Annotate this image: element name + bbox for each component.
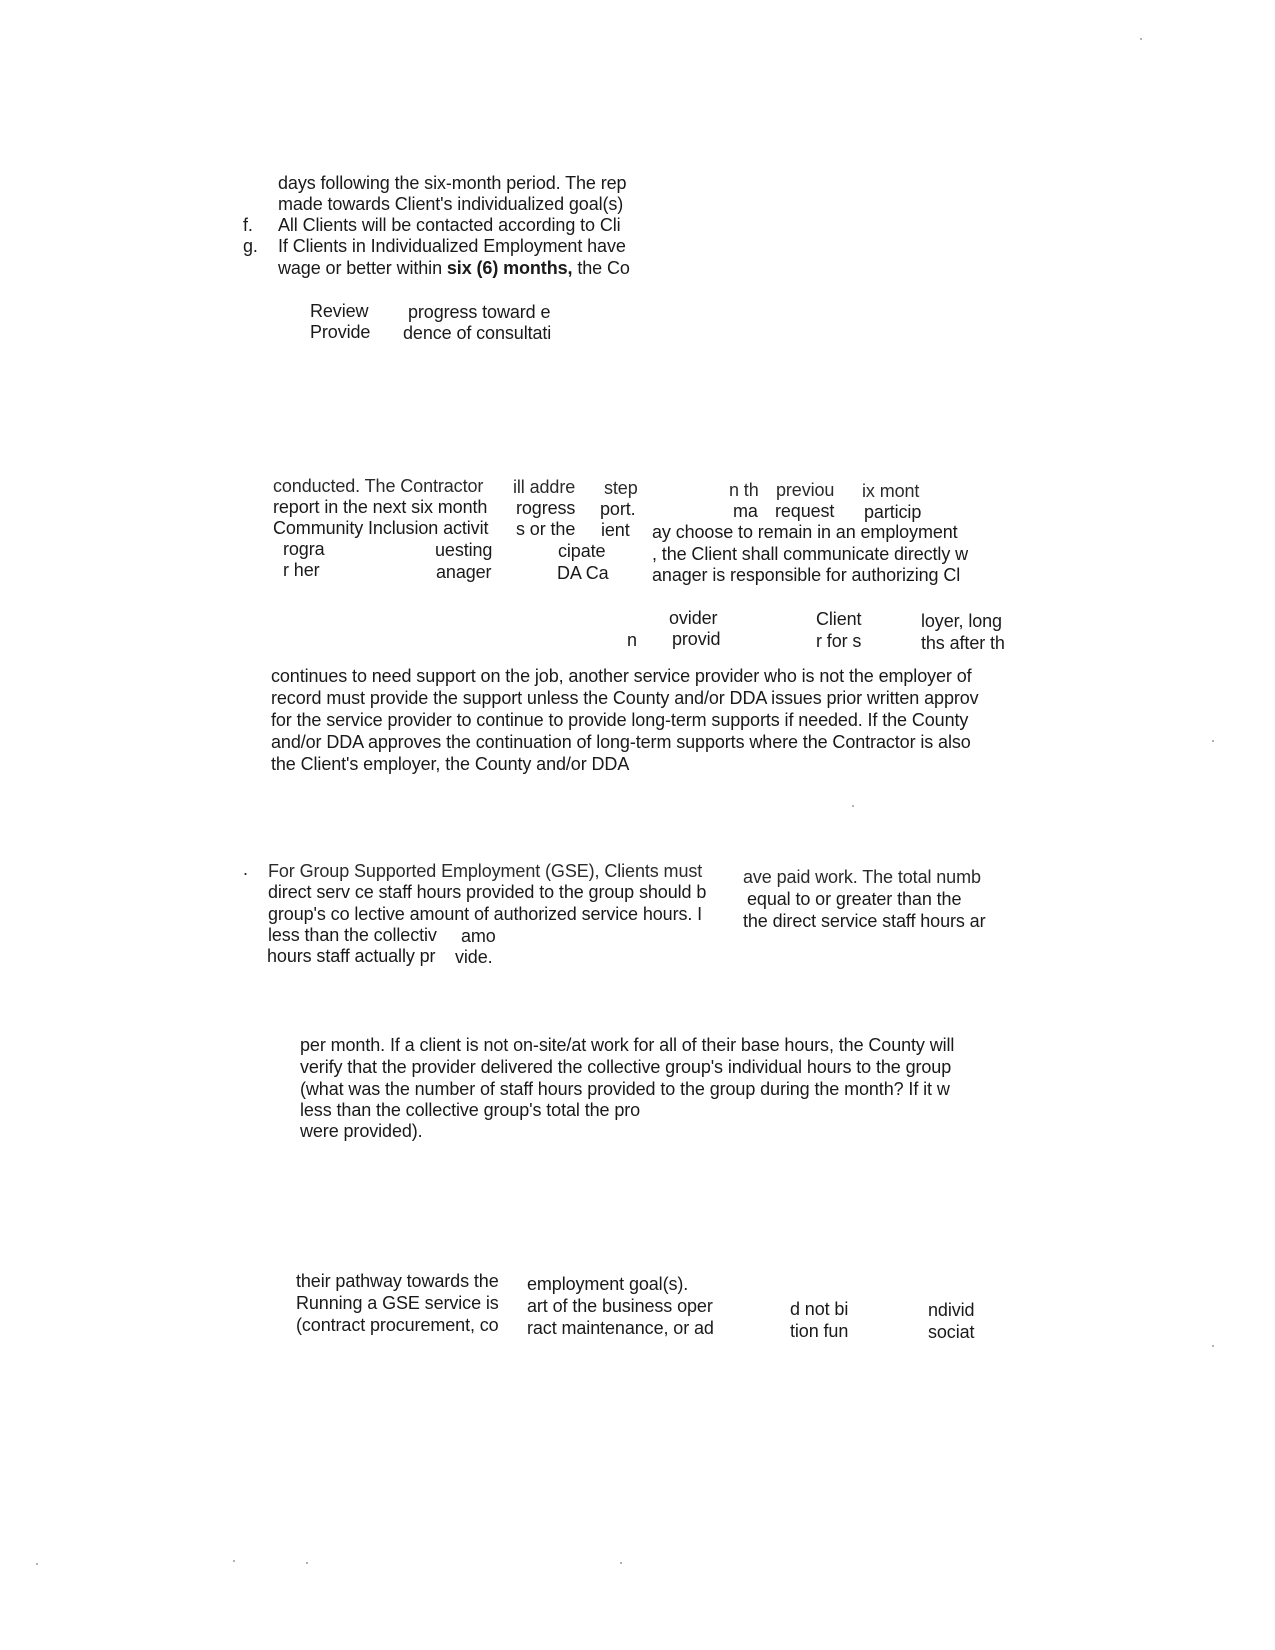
text-fragment: previou [776, 480, 835, 500]
scan-speck [1212, 740, 1214, 742]
text-fragment: hours staff actually pr [267, 946, 436, 966]
text-fragment: dence of consultati [403, 323, 552, 343]
text-fragment: (contract procurement, co [296, 1315, 499, 1335]
text-fragment: r for s [816, 631, 862, 651]
text-fragment: d not bi [790, 1299, 849, 1319]
text-fragment: report in the next six month [273, 497, 488, 517]
text-fragment: loyer, long [921, 611, 1002, 631]
text-fragment: ave paid work. The total numb [743, 867, 981, 887]
text-fragment: ix mont [862, 481, 920, 501]
text-fragment: vide. [455, 947, 493, 967]
text-fragment: r her [283, 560, 320, 580]
text-line: for the service provider to continue to provide long-term supports if needed. If the County [271, 710, 969, 730]
scan-speck [36, 1563, 38, 1565]
text-fragment: wage or better within [278, 258, 447, 278]
text-fragment: Community Inclusion activit [273, 518, 489, 538]
text-fragment: Review [310, 301, 369, 321]
text-fragment: s or the [516, 519, 576, 539]
scan-speck [1140, 38, 1142, 40]
text-fragment: Running a GSE service is [296, 1293, 499, 1313]
text-fragment: ovider [669, 608, 718, 628]
scan-speck [620, 1562, 622, 1564]
text-fragment: port. [600, 499, 636, 519]
text-fragment: ill addre [513, 477, 576, 497]
text-fragment: group's co lective amount of authorized service hours. I [268, 904, 703, 924]
list-marker: g. [243, 236, 258, 256]
list-item-text: All Clients will be contacted according to Cli [278, 215, 621, 235]
text-fragment: For Group Supported Employment (GSE), Clients must [268, 861, 703, 881]
text-fragment: DA Ca [557, 563, 609, 583]
text-line: (what was the number of staff hours provided to the group during the month? If it w [300, 1079, 950, 1099]
text-line: record must provide the support unless the County and/or DDA issues prior written approv [271, 688, 979, 708]
text-line: days following the six-month period. The rep [278, 173, 627, 193]
text-fragment: ay choose to remain in an employment [652, 522, 958, 542]
text-fragment: art of the business oper [527, 1296, 713, 1316]
text-fragment: ma [733, 501, 758, 521]
text-line: were provided). [300, 1121, 423, 1141]
text-fragment: step [604, 478, 638, 498]
text-fragment: conducted. The Contractor [273, 476, 484, 496]
scan-speck [1212, 1345, 1214, 1347]
list-item-text: If Clients in Individualized Employment have [278, 236, 626, 256]
text-fragment: n th [729, 480, 759, 500]
text-fragment: ndivid [928, 1300, 975, 1320]
text-line: continues to need support on the job, another service provider who is not the employer of [271, 666, 972, 686]
list-marker: f. [243, 215, 253, 235]
text-fragment: provid [672, 629, 721, 649]
text-fragment: Provide [310, 322, 371, 342]
text-fragment: tion fun [790, 1321, 849, 1341]
text-fragment: progress toward e [408, 302, 551, 322]
text-fragment: their pathway towards the [296, 1271, 499, 1291]
text-line: verify that the provider delivered the collective group's individual hours to the group [300, 1057, 952, 1077]
text-fragment: anager is responsible for authorizing Cl [652, 565, 961, 585]
text-fragment: ract maintenance, or ad [527, 1318, 714, 1338]
scan-speck [852, 805, 854, 807]
text-fragment: equal to or greater than the [747, 889, 962, 909]
text-fragment: , the Client shall communicate directly w [652, 544, 969, 564]
scan-speck [306, 1562, 308, 1564]
text-line: and/or DDA approves the continuation of long-term supports where the Contractor is also [271, 732, 971, 752]
text-fragment: sociat [928, 1322, 975, 1342]
text-fragment: amo [461, 926, 496, 946]
text-fragment: particip [864, 502, 922, 522]
text-line: per month. If a client is not on-site/at work for all of their base hours, the County will [300, 1035, 955, 1055]
text-fragment: the Co [572, 258, 630, 278]
text-fragment: employment goal(s). [527, 1274, 689, 1294]
text-fragment: ient [601, 520, 630, 540]
text-fragment: uesting [435, 540, 493, 560]
text-fragment: rogra [283, 539, 325, 559]
text-line: the Client's employer, the County and/or DDA [271, 754, 630, 774]
bold-text: six (6) months, [446, 258, 573, 278]
text-fragment: cipate [558, 541, 606, 561]
text-line [278, 257, 630, 279]
text-line: made towards Client's individualized goal(s) [278, 194, 624, 214]
text-fragment: ths after th [921, 633, 1005, 653]
text-line: less than the collective group's total the pro [300, 1100, 641, 1120]
list-bullet: . [243, 859, 248, 879]
text-fragment: anager [436, 562, 492, 582]
text-fragment: rogress [516, 498, 576, 518]
text-fragment: Client [816, 609, 862, 629]
text-fragment: request [775, 501, 835, 521]
text-fragment: direct serv ce staff hours provided to the group should b [268, 882, 707, 902]
text-fragment: the direct service staff hours ar [743, 911, 986, 931]
scan-speck [233, 1560, 235, 1562]
text-fragment: n [627, 630, 637, 650]
text-fragment: less than the collectiv [268, 925, 437, 945]
